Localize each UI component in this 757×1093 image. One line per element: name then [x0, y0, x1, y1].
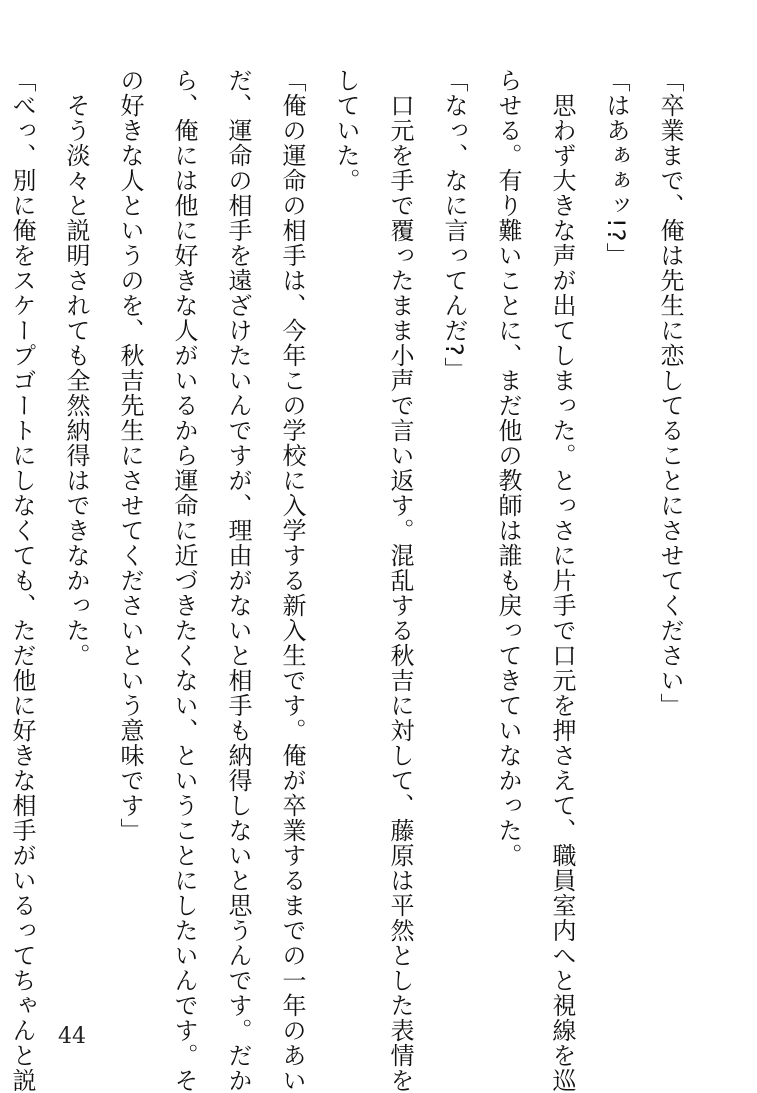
text-line-12: そう淡々と説明されても全然納得はできなかった。: [62, 68, 90, 668]
text-line-3: 思わず大きな声が出てしまった。とっさに片手で口元を押さえて、職員室内へと視線を巡: [548, 68, 576, 1093]
text-line-4: らせる。有り難いことに、まだ他の教師は誰も戻ってきていなかった。: [494, 68, 522, 868]
text-line-8: 「俺の運命の相手は、今年この学校に入学する新入生です。俺が卒業するまでの一年のあい: [278, 68, 306, 1093]
text-line-9: だ、運命の相手を遠ざけたいんですが、理由がないと相手も納得しないと思うんです。だか: [224, 68, 252, 1093]
text-line-5: 「なっ、なに言ってんだ?」: [440, 68, 468, 382]
text-line-11: の好きな人というのを、秋吉先生にさせてくださいという意味です」: [116, 68, 144, 843]
text-line-2: 「はあぁぁッ!?」: [602, 68, 630, 268]
text-line-13: 「べっ、別に俺をスケープゴートにしなくても、ただ他に好きな相手がいるってちゃんと説: [8, 68, 36, 1093]
text-line-7: していた。: [332, 68, 360, 193]
text-line-1: 「卒業まで、俺は先生に恋してることにさせてください」: [656, 68, 684, 718]
text-line-10: ら、俺には他に好きな人がいるから運命に近づきたくない、ということにしたいんです。そ: [170, 68, 198, 1093]
page-number: 44: [58, 1024, 86, 1049]
text-line-6: 口元を手で覆ったまま小声で言い返す。混乱する秋吉に対して、藤原は平然とした表情を: [386, 68, 414, 1093]
